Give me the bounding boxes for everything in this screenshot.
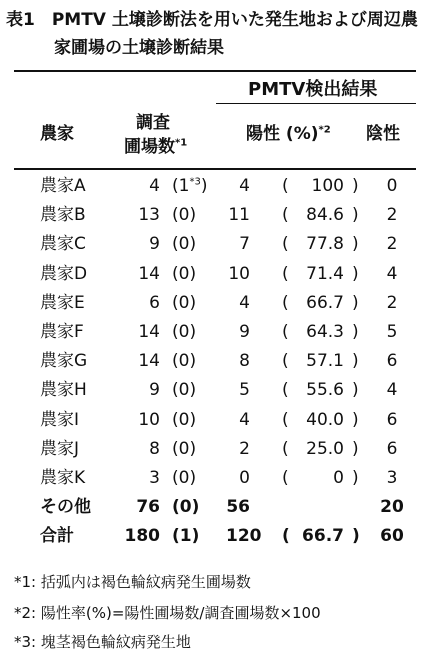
row-infected-count: (0) (172, 351, 197, 371)
header-farmer: 農家 (40, 124, 74, 144)
row-infected-count: (1 (172, 176, 190, 196)
row-infected-fields (172, 526, 199, 546)
row-positive: 10 (228, 264, 250, 284)
row-surveyed-fields: 9 (149, 380, 160, 400)
row-farmer: 農家H (40, 380, 87, 400)
row-farmer: 合計 (40, 526, 74, 546)
row-infected-fields (172, 380, 196, 400)
footnote-3: *3: 塊茎褐色輪紋病発生地 (14, 633, 191, 651)
row-positive: 0 (239, 468, 250, 488)
row-infected-count: (1) (172, 526, 200, 546)
table-title-line2: 家圃場の土壌診断結果 (54, 38, 224, 58)
row-percent-close: ) (352, 176, 359, 196)
row-percent-open: ( (282, 526, 290, 546)
row-negative: 4 (386, 380, 398, 400)
row-negative: 2 (386, 205, 398, 225)
row-percent-open: ( (282, 380, 289, 400)
row-farmer: 農家D (40, 264, 88, 284)
row-positive: 4 (239, 176, 250, 196)
row-positive: 4 (239, 293, 250, 313)
row-percent: 100 (311, 176, 344, 196)
row-farmer: 農家C (40, 234, 86, 254)
row-percent: 66.7 (302, 526, 344, 546)
row-surveyed-fields: 9 (149, 234, 160, 254)
row-infected-count: (0) (172, 380, 197, 400)
row-surveyed-fields: 3 (149, 468, 160, 488)
row-negative: 2 (386, 293, 398, 313)
row-percent-open: ( (282, 264, 289, 284)
row-percent: 64.3 (306, 322, 344, 342)
row-negative: 5 (386, 322, 398, 342)
header-positive-label: 陽性 (%) (246, 124, 319, 144)
row-infected-fields (172, 497, 199, 517)
row-percent: 71.4 (306, 264, 344, 284)
row-percent: 84.6 (306, 205, 344, 225)
header-bottom-rule (14, 168, 416, 170)
row-infected-count: (0) (172, 410, 197, 430)
row-infected-count: (0) (172, 293, 197, 313)
row-farmer: 農家J (40, 439, 80, 459)
row-infected-fields (172, 468, 196, 488)
row-percent: 57.1 (306, 351, 344, 371)
row-surveyed-fields: 180 (124, 526, 160, 546)
header-positive-sup: *2 (318, 124, 331, 136)
row-surveyed-fields: 76 (136, 497, 160, 517)
row-infected-count: (0) (172, 264, 197, 284)
row-surveyed-fields: 8 (149, 439, 160, 459)
row-percent-close: ) (352, 293, 359, 313)
row-percent: 66.7 (306, 293, 344, 313)
row-infected-fields (172, 176, 207, 196)
row-percent-close: ) (352, 526, 360, 546)
row-positive: 2 (239, 439, 250, 459)
row-farmer: その他 (40, 497, 91, 517)
row-positive: 11 (228, 205, 250, 225)
row-infected-count: (0) (172, 497, 200, 517)
row-positive: 5 (239, 380, 250, 400)
row-negative: 2 (386, 234, 398, 254)
row-percent: 55.6 (306, 380, 344, 400)
row-percent-open: ( (282, 293, 289, 313)
row-farmer: 農家B (40, 205, 86, 225)
row-percent: 77.8 (306, 234, 344, 254)
row-percent: 0 (333, 468, 344, 488)
row-positive: 120 (226, 526, 262, 546)
row-infected-fields (172, 264, 196, 284)
row-percent-open: ( (282, 410, 289, 430)
row-percent: 25.0 (306, 439, 344, 459)
row-infected-count: (0) (172, 439, 197, 459)
header-pmtv-result: PMTV検出結果 (248, 79, 378, 100)
row-negative: 0 (386, 176, 398, 196)
row-percent-close: ) (352, 351, 359, 371)
row-percent-close: ) (352, 410, 359, 430)
table-title (6, 6, 418, 62)
table-title-line1: 表1 PMTV 土壌診断法を用いた発生地および周辺農 (6, 10, 418, 30)
footnote-1: *1: 括弧内は褐色輪紋病発生圃場数 (14, 573, 251, 591)
row-surveyed-fields: 14 (138, 264, 160, 284)
header-surveyed-l1: 調査 (136, 113, 170, 133)
row-surveyed-fields: 14 (138, 322, 160, 342)
row-negative: 4 (386, 264, 398, 284)
row-percent-close: ) (352, 322, 359, 342)
row-percent-open: ( (282, 322, 289, 342)
row-infected-sup: *3 (189, 176, 201, 188)
row-surveyed-fields: 14 (138, 351, 160, 371)
row-percent: 40.0 (306, 410, 344, 430)
row-surveyed-fields: 13 (138, 205, 160, 225)
row-percent-close: ) (352, 468, 359, 488)
row-percent-open: ( (282, 439, 289, 459)
row-infected-fields (172, 322, 196, 342)
row-negative: 20 (380, 497, 404, 517)
row-infected-fields (172, 293, 196, 313)
row-positive: 8 (239, 351, 250, 371)
row-farmer: 農家K (40, 468, 86, 488)
row-percent-close: ) (352, 380, 359, 400)
row-negative: 60 (380, 526, 404, 546)
group-header-rule (216, 103, 416, 104)
row-negative: 3 (386, 468, 398, 488)
row-negative: 6 (386, 351, 398, 371)
row-percent-close: ) (352, 234, 359, 254)
row-surveyed-fields: 6 (149, 293, 160, 313)
row-positive: 7 (239, 234, 250, 254)
row-infected-count: (0) (172, 468, 197, 488)
row-infected-fields (172, 410, 196, 430)
row-infected-fields (172, 439, 196, 459)
row-percent-close: ) (352, 439, 359, 459)
row-farmer: 農家A (40, 176, 86, 196)
row-infected-count: (0) (172, 322, 197, 342)
row-surveyed-fields: 4 (149, 176, 160, 196)
header-negative: 陰性 (366, 124, 400, 144)
row-negative: 6 (386, 439, 398, 459)
header-positive (246, 124, 331, 144)
row-percent-open: ( (282, 176, 289, 196)
row-infected-fields (172, 351, 196, 371)
header-surveyed (124, 111, 187, 159)
row-percent-open: ( (282, 468, 289, 488)
row-infected-count: (0) (172, 205, 197, 225)
row-infected-fields (172, 205, 196, 225)
row-farmer: 農家F (40, 322, 84, 342)
row-infected-fields (172, 234, 196, 254)
row-percent-open: ( (282, 205, 289, 225)
row-infected-close: ) (200, 176, 208, 196)
row-percent-close: ) (352, 264, 359, 284)
row-farmer: 農家G (40, 351, 88, 371)
row-farmer: 農家E (40, 293, 85, 313)
top-rule (14, 70, 416, 72)
footnote-2: *2: 陽性率(%)=陽性圃場数/調査圃場数×100 (14, 604, 321, 622)
row-infected-count: (0) (172, 234, 197, 254)
header-surveyed-sup: *1 (175, 137, 188, 149)
row-positive: 56 (226, 497, 250, 517)
row-farmer: 農家I (40, 410, 80, 430)
header-surveyed-l2: 圃場数 (124, 137, 175, 157)
row-percent-open: ( (282, 351, 289, 371)
row-negative: 6 (386, 410, 398, 430)
row-positive: 9 (239, 322, 250, 342)
row-positive: 4 (239, 410, 250, 430)
row-percent-close: ) (352, 205, 359, 225)
row-surveyed-fields: 10 (138, 410, 160, 430)
row-percent-open: ( (282, 234, 289, 254)
